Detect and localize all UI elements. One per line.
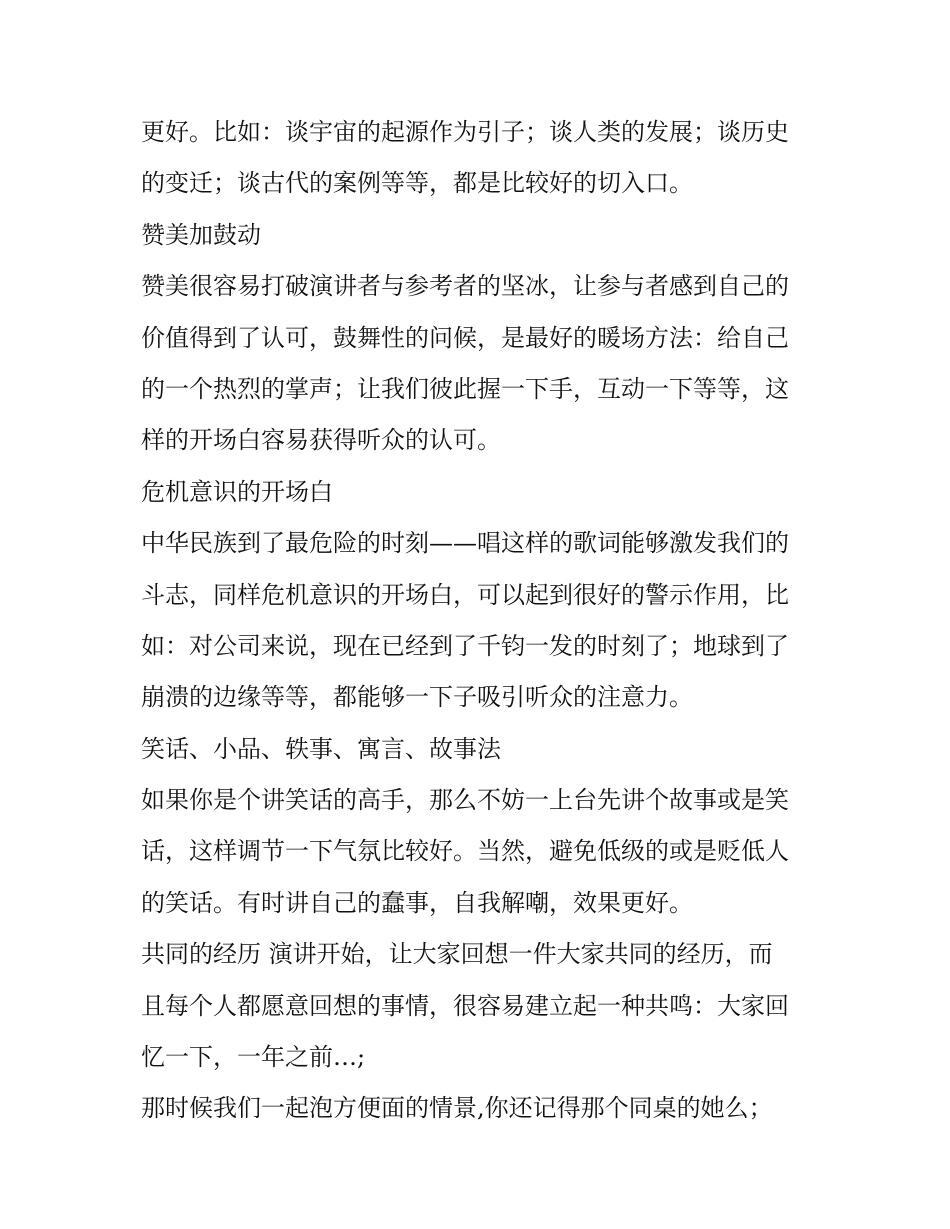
text-line: 的一个热烈的掌声；让我们彼此握一下手，互动一下等等，这	[141, 374, 789, 403]
text-line: 中华民族到了最危险的时刻——唱这样的歌词能够激发我们的	[141, 529, 789, 558]
text-line: 崩溃的边缘等等，都能够一下子吸引听众的注意力。	[141, 683, 693, 712]
text-line: 的笑话。有时讲自己的蠢事，自我解嘲，效果更好。	[141, 888, 693, 917]
section-heading: 危机意识的开场白	[141, 477, 333, 506]
text-line: 且每个人都愿意回想的事情，很容易建立起一种共鸣：大家回	[141, 991, 789, 1020]
document-body	[141, 107, 811, 1135]
text-line: 忆一下，一年之前…;	[141, 1043, 366, 1072]
text-line: 价值得到了认可，鼓舞性的问候，是最好的暖场方法：给自己	[141, 323, 789, 352]
text-line: 话，这样调节一下气氛比较好。当然，避免低级的或是贬低人	[141, 837, 789, 866]
text-line: 斗志，同样危机意识的开场白，可以起到很好的警示作用，比	[141, 580, 789, 609]
text-line: 样的开场白容易获得听众的认可。	[141, 426, 501, 455]
text-line: 共同的经历 演讲开始，让大家回想一件大家共同的经历，而	[141, 940, 773, 969]
text-line: 更好。比如：谈宇宙的起源作为引子；谈人类的发展；谈历史	[141, 118, 789, 146]
text-line: 那时候我们一起泡方便面的情景,你还记得那个同桌的她么；	[141, 1094, 773, 1123]
text-line: 如：对公司来说，现在已经到了千钧一发的时刻了；地球到了	[141, 631, 789, 660]
text-line: 的变迁；谈古代的案例等等，都是比较好的切入口。	[141, 169, 693, 198]
section-heading: 笑话、小品、轶事、寓言、故事法	[141, 734, 501, 763]
text-line: 如果你是个讲笑话的高手，那么不妨一上台先讲个故事或是笑	[141, 786, 789, 815]
section-heading: 赞美加鼓动	[141, 220, 261, 249]
text-line: 赞美很容易打破演讲者与参考者的坚冰，让参与者感到自己的	[141, 272, 789, 301]
